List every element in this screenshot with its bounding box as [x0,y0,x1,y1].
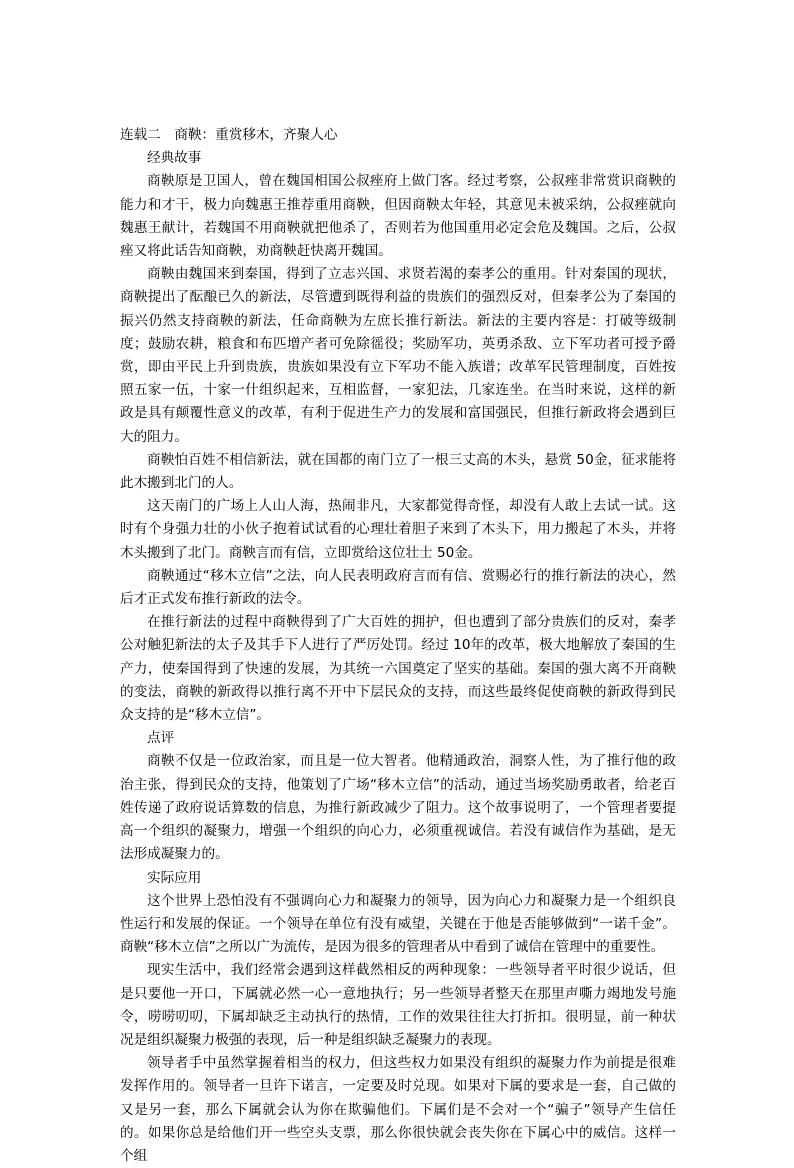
document-page [120,124,676,1168]
paragraph: 现实生活中，我们经常会遇到这样截然相反的两种现象：一些领导者平时很少说话，但是只要他一开口，下属就必然一心一意地执行；另一些领导者整天在那里声嘶力竭地发号施令，唠唠叨叨，下属却缺乏主动执行的热情，工作的效果往往大打折扣。很明显，前一种状况是组织凝聚力极强的表现，后一种是组织缺乏凝聚力的表现。 [120,959,676,1052]
paragraph: 这天南门的广场上人山人海，热闹非凡，大家都觉得奇怪，却没有人敢上去试一试。这时有个身强力壮的小伙子抱着试试看的心理壮着胆子来到了木头下，用力搬起了木头，并将木头搬到了北门。商鞅言而有信，立即赏给这位壮士 50金。 [120,495,676,565]
paragraph: 商鞅不仅是一位政治家，而且是一位大智者。他精通政治，洞察人性，为了推行他的政治主张，得到民众的支持，他策划了广场“移木立信”的活动，通过当场奖励勇敢者，给老百姓传递了政府说话算数的信息，为推行新政减少了阻力。这个故事说明了，一个管理者要提高一个组织的凝聚力，增强一个组织的向心力，必须重视诚信。若没有诚信作为基础，是无法形成凝聚力的。 [120,750,676,866]
paragraph: 领导者手中虽然掌握着相当的权力，但这些权力如果没有组织的凝聚力作为前提是很难发挥作用的。领导者一旦许下诺言，一定要及时兑现。如果对下属的要求是一套，自己做的又是另一套，那么下属就会认为你在欺骗他们。下属们是不会对一个“骗子”领导产生信任的。如果你总是给他们开一些空头支票，那么你很快就会丧失你在下属心中的威信。这样一个组 [120,1052,676,1168]
section-heading: 点评 [120,727,676,750]
section-commentary [120,727,676,866]
chapter-title: 连载二 商鞅：重赏移木，齐聚人心 [120,124,676,147]
paragraph: 在推行新法的过程中商鞅得到了广大百姓的拥护，但也遭到了部分贵族们的反对，秦孝公对触犯新法的太子及其手下人进行了严厉处罚。经过 10年的改革，极大地解放了秦国的生产力，使秦国得到了快速的发展，为其统一六国奠定了坚实的基础。秦国的强大离不开商鞅的变法，商鞅的新政得以推行离不开中下层民众的支持，而这些最终促使商鞅的新政得到民众支持的是“移木立信”。 [120,611,676,727]
paragraph: 商鞅原是卫国人，曾在魏国相国公叔痤府上做门客。经过考察，公叔痤非常赏识商鞅的能力和才干，极力向魏惠王推荐重用商鞅，但因商鞅太年轻，其意见未被采纳，公叔痤就向魏惠王献计，若魏国不用商鞅就把他杀了，否则若为他国重用必定会危及魏国。之后，公叔痤又将此话告知商鞅，劝商鞅赶快离开魏国。 [120,170,676,263]
section-heading: 经典故事 [120,147,676,170]
section-heading: 实际应用 [120,867,676,890]
paragraph: 商鞅由魏国来到秦国，得到了立志兴国、求贤若渴的秦孝公的重用。针对秦国的现状，商鞅提出了酝酿已久的新法，尽管遭到既得利益的贵族们的强烈反对，但秦孝公为了秦国的振兴仍然支持商鞅的新法，任命商鞅为左庶长推行新法。新法的主要内容是：打破等级制度；鼓励农耕，粮食和布匹增产者可免除徭役；奖励军功，英勇杀敌、立下军功者可授予爵赏，即由平民上升到贵族，贵族如果没有立下军功不能入族谱；改革军民管理制度，百姓按照五家一伍，十家一什组织起来，互相监督，一家犯法，几家连坐。在当时来说，这样的新政是具有颠覆性意义的改革，有利于促进生产力的发展和富国强民，但推行新政将会遇到巨大的阻力。 [120,263,676,449]
paragraph: 商鞅通过“移木立信”之法，向人民表明政府言而有信、赏赐必行的推行新法的决心，然后才正式发布推行新政的法令。 [120,565,676,611]
paragraph: 商鞅怕百姓不相信新法，就在国都的南门立了一根三丈高的木头，悬赏 50金，征求能将此木搬到北门的人。 [120,449,676,495]
section-classic-story [120,147,676,727]
paragraph: 这个世界上恐怕没有不强调向心力和凝聚力的领导，因为向心力和凝聚力是一个组织良性运行和发展的保证。一个领导在单位有没有威望，关键在于他是否能够做到“一诺千金”。商鞅“移木立信”之所以广为流传，是因为很多的管理者从中看到了诚信在管理中的重要性。 [120,890,676,960]
